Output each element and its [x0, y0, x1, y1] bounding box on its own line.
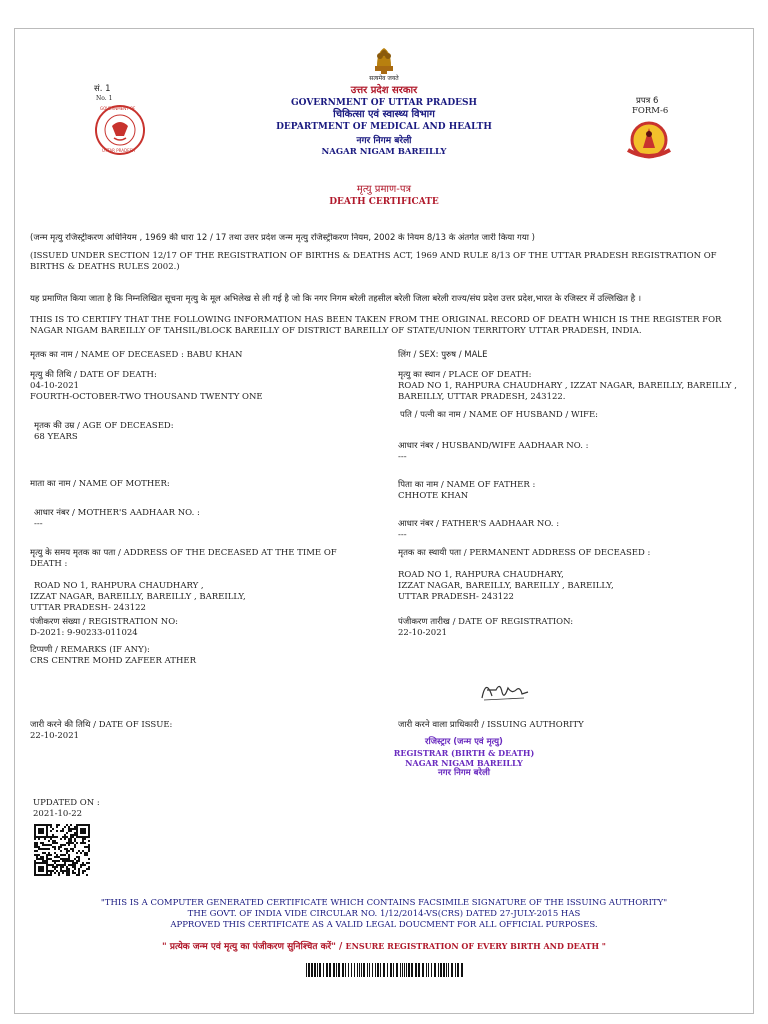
- slogan-hi: " प्रत्येक जन्म एवं मृत्यु का पंजीकरण सुनिश्चित करें": [162, 942, 336, 952]
- deceased-name-label-en: / NAME OF DECEASED : BABU KHAN: [75, 350, 243, 360]
- permanent-address-line1: ROAD NO 1, RAHPURA CHAUDHARY,: [398, 570, 564, 580]
- reg-number-label-hi: पंजीकरण संख्या: [30, 617, 81, 627]
- registrar-block: [392, 737, 536, 779]
- pod-label-en: / PLACE OF DEATH:: [442, 370, 532, 380]
- spouse-aadhaar-value: ---: [398, 452, 407, 462]
- national-emblem-icon: [371, 44, 397, 76]
- spouse-aadhaar-label-hi: आधार नंबर: [398, 441, 434, 451]
- reg-number-label-en: / REGISTRATION NO:: [82, 617, 179, 627]
- age-label-hi: मृतक की उम्र: [34, 421, 75, 431]
- slogan-en: ENSURE REGISTRATION OF EVERY BIRTH AND DEATH ": [345, 941, 606, 951]
- up-government-seal: [94, 104, 146, 156]
- header-block: [234, 84, 534, 158]
- father-name-field: [398, 480, 535, 502]
- state-title-en: GOVERNMENT OF UTTAR PRADESH: [290, 98, 478, 108]
- certificate-title-hi: मृत्यु प्रमाण-पत्र: [356, 184, 412, 195]
- registration-date-field: [398, 617, 573, 639]
- nigam-title-hi: नगर निगम बरेली: [356, 136, 412, 146]
- spouse-aadhaar-label-en: / HUSBAND/WIFE AADHAAR NO. :: [436, 441, 589, 451]
- registration-number-field: [30, 617, 178, 639]
- mother-aadhaar-label-hi: आधार नंबर: [34, 508, 70, 518]
- sex-label-hi: लिंग: [398, 350, 411, 360]
- issuing-authority-field: [398, 720, 584, 731]
- address-at-death-field: [30, 548, 375, 614]
- dept-title-hi: चिकित्सा एवं स्वास्थ्य विभाग: [333, 109, 435, 120]
- father-aadhaar-value: ---: [398, 530, 407, 540]
- dod-value: 04-10-2021: [30, 381, 80, 391]
- father-aadhaar-field: [398, 519, 559, 541]
- permanent-address-line3: UTTAR PRADESH- 243122: [398, 592, 514, 602]
- remarks-field: [30, 645, 196, 667]
- mother-name-label-hi: माता का नाम: [30, 479, 71, 489]
- sex-label-en: / SEX: पुरुष / MALE: [413, 350, 488, 360]
- date-of-death-field: [30, 370, 263, 403]
- reg-number-value: D-2021: 9-90233-011024: [30, 628, 138, 638]
- authority-label-hi: जारी करने वाला प्राधिकारी: [398, 720, 479, 730]
- authority-label-en: / ISSUING AUTHORITY: [481, 720, 584, 730]
- age-label-en: / AGE OF DECEASED:: [77, 421, 174, 431]
- seal-text-top: GOVERNMENT OF: [100, 106, 136, 111]
- emblem-motto: सत्यमेव जयते: [369, 75, 399, 82]
- qr-code: [34, 824, 90, 876]
- father-name-value: CHHOTE KHAN: [398, 491, 469, 501]
- serial-number-en: No. 1: [96, 95, 113, 102]
- barcode: [306, 962, 464, 976]
- mother-aadhaar-value: ---: [34, 519, 43, 529]
- reg-date-value: 22-10-2021: [398, 628, 448, 638]
- dod-label-en: / DATE OF DEATH:: [74, 370, 157, 380]
- pod-value-line2: BAREILLY, UTTAR PRADESH, 243122.: [398, 392, 566, 402]
- footer-slogan: [60, 939, 708, 952]
- reg-date-label-en: / DATE OF REGISTRATION:: [452, 617, 574, 627]
- deceased-name-label-hi: मृतक का नाम: [30, 350, 73, 360]
- father-name-label-hi: पिता का नाम: [398, 480, 439, 490]
- reg-date-label-hi: पंजीकरण तारीख: [398, 617, 450, 627]
- remarks-label-hi: टिप्पणी: [30, 645, 53, 655]
- serial-number-hi: सं. 1: [94, 84, 111, 94]
- issue-date-label-en: / DATE OF ISSUE:: [93, 720, 173, 730]
- date-of-issue-field: [30, 720, 172, 742]
- pod-value-line1: ROAD NO 1, RAHPURA CHAUDHARY , IZZAT NAGAR, BAREILLY, BAREILLY ,: [398, 381, 737, 391]
- address-value-line2: IZZAT NAGAR, BAREILLY, BAREILLY , BAREILLY,: [30, 592, 246, 602]
- registrar-title-en: REGISTRAR (BIRTH & DEATH): [393, 748, 535, 758]
- form-number-en: FORM-6: [632, 106, 669, 116]
- seal-text-bottom: UTTAR PRADESH: [102, 148, 136, 153]
- father-name-label-en: / NAME OF FATHER :: [440, 480, 536, 490]
- footer-line3: APPROVED THIS CERTIFICATE AS A VALID LEGAL DOUCMENT FOR ALL OFFICIAL PURPOSES.: [170, 920, 598, 930]
- nagar-nigam-seal: [626, 120, 672, 160]
- age-field: [34, 421, 174, 443]
- form-number-hi: प्रपत्र 6: [636, 96, 659, 106]
- spouse-name-label-hi: पति / पत्नी का नाम: [400, 410, 461, 420]
- updated-on-value: 2021-10-22: [33, 809, 83, 819]
- issue-date-value: 22-10-2021: [30, 731, 80, 741]
- remarks-value: CRS CENTRE MOHD ZAFEER ATHER: [30, 656, 196, 666]
- issued-under-hi: (जन्म मृत्यु रजिस्ट्रीकरण अधिनियम , 1969 की धारा 12 / 17 तथा उत्तर प्रदेश जन्म मृत्यु रजिस्ट्रीकरण नियम, 2002 के नियम 8/13 के अंतर्गत जारी किया गया ): [30, 233, 535, 243]
- permanent-address-label-hi: मृतक का स्थायी पता: [398, 548, 462, 558]
- footer-line1: "THIS IS A COMPUTER GENERATED CERTIFICATE WHICH CONTAINS FACSIMILE SIGNATURE OF THE ISSUING AUTHORITY": [100, 898, 668, 908]
- certificate-title: [284, 184, 484, 208]
- updated-on-label: UPDATED ON :: [33, 798, 100, 808]
- dod-words: FOURTH-OCTOBER-TWO THOUSAND TWENTY ONE: [30, 392, 263, 402]
- certificate-title-en: DEATH CERTIFICATE: [329, 197, 439, 207]
- mother-aadhaar-field: [34, 508, 200, 530]
- permanent-address-line2: IZZAT NAGAR, BAREILLY, BAREILLY , BAREILLY,: [398, 581, 614, 591]
- footer-note: [40, 898, 728, 931]
- certify-statement-en: THIS IS TO CERTIFY THAT THE FOLLOWING INFORMATION HAS BEEN TAKEN FROM THE ORIGINAL RECORD OF DEATH WHICH IS THE REGISTER FOR NAGAR NIGAM BAREILLY OF TAHSIL/BLOCK BAREILLY OF DISTRICT BAREILLY OF STATE/UNION TERRITORY UTTAR PRADESH, INDIA.: [30, 315, 722, 336]
- permanent-address-field: [398, 548, 743, 603]
- sex-field: [398, 350, 488, 361]
- mother-aadhaar-label-en: / MOTHER'S AADHAAR NO. :: [72, 508, 200, 518]
- address-value-line1: ROAD NO 1, RAHPURA CHAUDHARY ,: [34, 581, 204, 591]
- certify-statement-hi: यह प्रमाणित किया जाता है कि निम्नलिखित सूचना मृत्यु के मूल अभिलेख से ली गई है जो कि नगर निगम बरेली तहसील बरेली जिला बरेली राज्य/संघ प्रदेश उत्तर प्रदेश,भारत के रजिस्टर में उल्लिखित है ।: [30, 294, 642, 304]
- spouse-name-field: [400, 410, 598, 421]
- spouse-name-label-en: / NAME OF HUSBAND / WIFE:: [463, 410, 599, 420]
- nigam-title-en: NAGAR NIGAM BAREILLY: [321, 147, 447, 157]
- address-label-en: / ADDRESS OF THE DECEASED AT THE TIME OF: [118, 548, 337, 558]
- issue-date-label-hi: जारी करने की तिथि: [30, 720, 91, 730]
- registrar-office-en: NAGAR NIGAM BAREILLY: [405, 758, 523, 768]
- father-aadhaar-label-en: / FATHER'S AADHAAR NO. :: [436, 519, 560, 529]
- dod-label-hi: मृत्यु की तिथि: [30, 370, 72, 380]
- address-label-hi: मृत्यु के समय मृतक का पता: [30, 548, 116, 558]
- registrar-title-hi: रजिस्ट्रार (जन्म एवं मृत्यु): [425, 737, 503, 747]
- dept-title-en: DEPARTMENT OF MEDICAL AND HEALTH: [276, 122, 492, 132]
- deceased-name-field: [30, 350, 242, 361]
- registrar-signature: [476, 670, 536, 710]
- address-value-line3: UTTAR PRADESH- 243122: [30, 603, 146, 613]
- place-of-death-field: [398, 370, 743, 403]
- issued-under-en: (ISSUED UNDER SECTION 12/17 OF THE REGISTRATION OF BIRTHS & DEATHS ACT, 1969 AND RULE 8/13 OF THE UTTAR PRADESH REGISTRATION OF BIRTHS & DEATHS RULES 2002.): [30, 251, 717, 272]
- address-label-en-line2: DEATH :: [30, 559, 68, 569]
- father-aadhaar-label-hi: आधार नंबर: [398, 519, 434, 529]
- spouse-aadhaar-field: [398, 441, 588, 463]
- age-value: 68 YEARS: [34, 432, 78, 442]
- mother-name-label-en: / NAME OF MOTHER:: [73, 479, 170, 489]
- remarks-label-en: / REMARKS (IF ANY):: [54, 645, 150, 655]
- slogan-separator: /: [335, 942, 346, 952]
- permanent-address-label-en: / PERMANENT ADDRESS OF DECEASED :: [463, 548, 651, 558]
- footer-line2: THE GOVT. OF INDIA VIDE CIRCULAR NO. 1/12/2014-VS(CRS) DATED 27-JULY-2015 HAS: [187, 909, 581, 919]
- state-title-hi: उत्तर प्रदेश सरकार: [350, 85, 418, 96]
- pod-label-hi: मृत्यु का स्थान: [398, 370, 441, 380]
- registrar-office-hi: नगर निगम बरेली: [438, 768, 490, 778]
- mother-name-field: [30, 479, 170, 490]
